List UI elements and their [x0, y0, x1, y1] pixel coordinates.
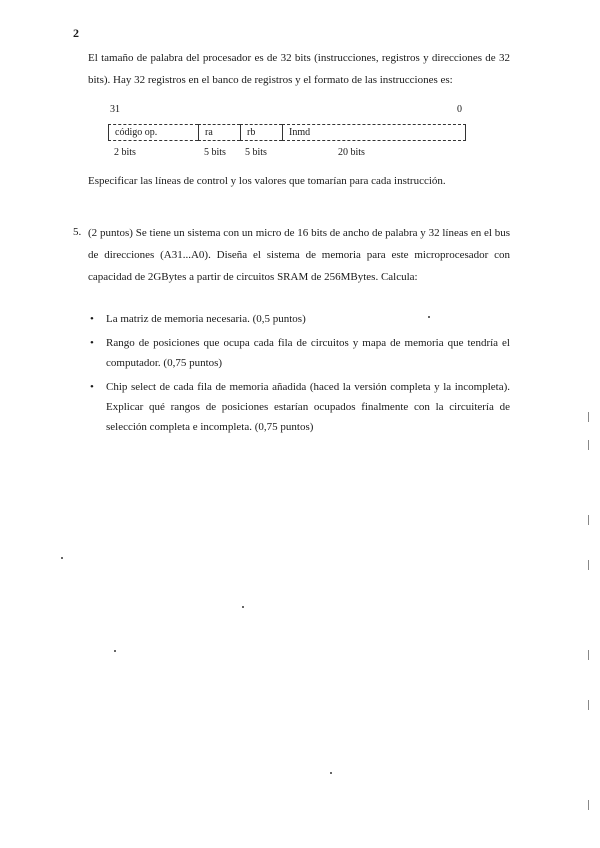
width-opcode: 2 bits: [114, 147, 136, 158]
field-rb: [240, 124, 282, 141]
scan-edge-mark: [588, 440, 589, 450]
scan-edge-mark: [588, 560, 589, 570]
field-opcode: [108, 124, 198, 141]
field-inmd: [282, 124, 466, 141]
field-ra-label: ra: [205, 127, 213, 138]
page-number: 2: [73, 26, 79, 40]
item-text: Rango de posiciones que ocupa cada fila de circuitos y mapa de memoria que tendría el computador. (0,75 puntos): [106, 337, 510, 369]
field-ra: [198, 124, 240, 141]
intro-paragraph: El tamaño de palabra del procesador es de 32 bits (instrucciones, registros y direcciones de 32 bits). Hay 32 registros en el banco de registros y el formato de las instrucciones es:: [88, 52, 510, 86]
scan-speck: [330, 772, 332, 774]
bullet-icon: •: [90, 381, 94, 393]
scan-edge-mark: [588, 800, 589, 810]
scan-speck: [61, 557, 63, 559]
question-text: (2 puntos) Se tiene un sistema con un micro de 16 bits de ancho de palabra y 32 líneas en el bus de direcciones (A31...A0). Diseña el sistema de memoria para este microprocesador con capacidad de 2GBytes a partir de circuitos SRAM de 256MBytes. Calcula:: [88, 227, 510, 283]
list-item: [88, 309, 510, 329]
width-ra: 5 bits: [204, 147, 226, 158]
width-inmd: 20 bits: [338, 147, 365, 158]
item-text: Chip select de cada fila de memoria añadida (haced la versión completa y la incompleta). Explicar qué rangos de posiciones estarían ocupados finalmente con la circuitería de selección completa e incompleta. (0,75 puntos): [106, 381, 510, 433]
bullet-icon: •: [90, 313, 94, 325]
bit-31-label: 31: [110, 104, 120, 115]
item-text: La matriz de memoria necesaria. (0,5 puntos): [106, 313, 306, 325]
scan-edge-mark: [588, 700, 589, 710]
scan-edge-mark: [588, 650, 589, 660]
question-items: [88, 309, 510, 441]
scan-edge-mark: [588, 515, 589, 525]
scan-edge-mark: [588, 412, 589, 422]
width-rb: 5 bits: [245, 147, 267, 158]
scan-speck: [242, 606, 244, 608]
bullet-icon: •: [90, 337, 94, 349]
list-item: [88, 333, 510, 373]
question-number: 5.: [73, 226, 82, 238]
field-inmd-label: Inmd: [289, 127, 311, 138]
bit-0-label: 0: [457, 104, 462, 115]
spec-line: Especificar las líneas de control y los valores que tomarían para cada instrucción.: [88, 175, 446, 187]
list-item: [88, 377, 510, 437]
scan-speck: [428, 316, 430, 318]
field-opcode-label: código op.: [115, 127, 158, 138]
scan-speck: [114, 650, 116, 652]
field-rb-label: rb: [247, 127, 256, 138]
